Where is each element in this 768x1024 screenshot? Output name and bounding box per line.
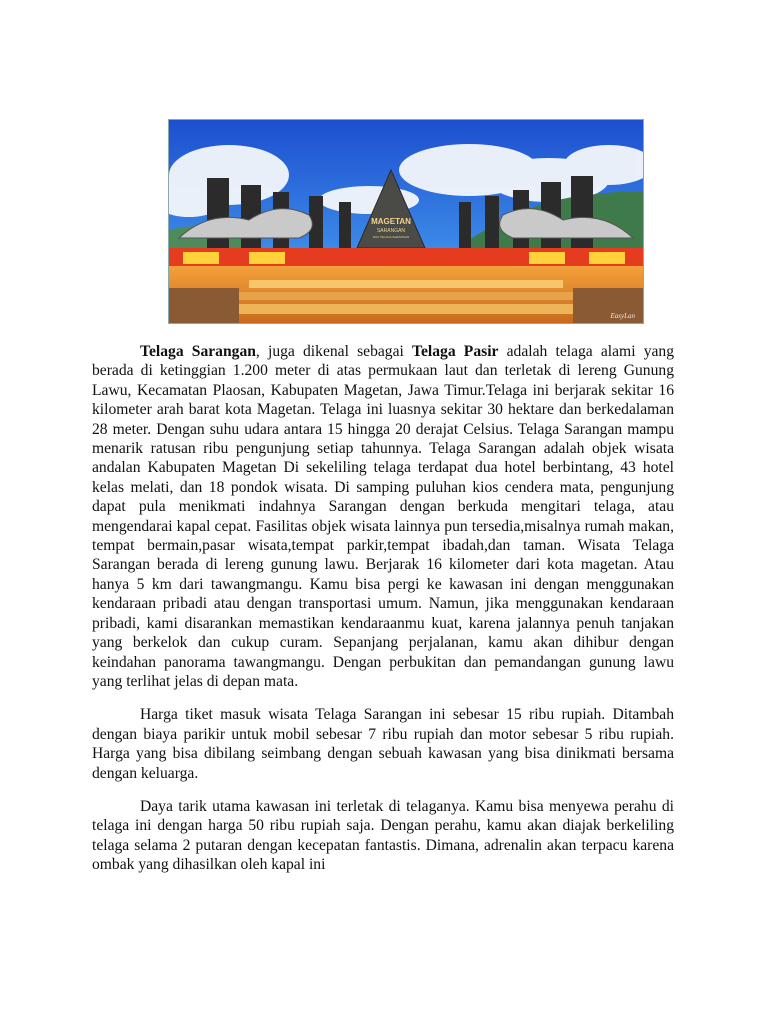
paragraph: Telaga Sarangan, juga dikenal sebagai Telaga Pasir adalah telaga alami yang berada di ketinggian 1.200 meter di atas permukaan laut dan terletak di lereng Gunung Lawu, Kecamatan Plaosan, Kabupaten Magetan, Jawa Timur.Telaga ini berjarak sekitar 16 kilometer arah barat kota Magetan. Telaga ini luasnya sekitar 30 hektare dan berkedalaman 28 meter. Dengan suhu udara antara 15 hingga 20 derajat Celsius. Telaga Sarangan mampu menarik ratusan ribu pengunjung setiap tahunnya. Telaga Sarangan adalah objek wisata andalan Kabupaten Magetan Di sekeliling telaga terdapat dua hotel berbintang, 43 hotel kelas melati, dan 18 pondok wisata. Di samping puluhan kios cendera mata, pengunjung dapat pula menikmati indahnya Sarangan dengan berkuda mengitari telaga, atau mengendarai kapal cepat. Fasilitas objek wisata lainnya pun tersedia,misalnya rumah makan, tempat bermain,pasar wisata,tempat parkir,tempat ibadah,dan taman. Wisata Telaga Sarangan berada di lereng gunung lawu. Berjarak 16 kilometer dari kota magetan. Atau hanya 5 km dari tawangmangu. Kamu bisa pergi ke kawasan ini dengan menggunakan kendaraan pribadi atau dengan transportasi umum. Namun, jika menggunakan kendaraan pribadi, kami disarankan memastikan kendaraanmu kuat, karena jalannya penuh tanjakan yang berkelok dan cukup curam. Sepanjang perjalanan, kamu akan dihibur dengan keindahan panorama tawangmangu. Dengan perbukitan dan pemandangan gunung lawu yang terlihat jelas di depan mata. (92, 343, 675, 690)
bold-term: Telaga Pasir (412, 343, 499, 360)
side-wall (169, 288, 239, 323)
monument-small-text: DAS TELAGA SARANGAN (372, 235, 410, 239)
bold-term: Telaga Sarangan (140, 343, 256, 360)
step (209, 304, 603, 314)
step (249, 280, 563, 288)
telaga-sarangan-photo (168, 119, 644, 324)
monument-title: MAGETAN (371, 217, 411, 226)
base-band (169, 248, 643, 266)
monument-subtitle: SARANGAN (376, 228, 406, 234)
step (229, 292, 583, 300)
paragraph: Harga tiket masuk wisata Telaga Sarangan ini sebesar 15 ribu rupiah. Ditambah dengan biaya parikir untuk mobil sebesar 7 ribu rupiah dan motor sebesar 5 ribu rupiah. Harga yang bisa dibilang seimbang dengan sebuah kawasan yang bisa dinikmati bersama dengan keluarga. (92, 706, 674, 782)
paragraph: Daya tarik utama kawasan ini terletak di telaganya. Kamu bisa menyewa perahu di telaga ini dengan harga 50 ribu rupiah saja. Dengan perahu, kamu akan diajak berkeliling telaga selama 2 putaran dengan kecepatan fantastis. Dimana, adrenalin akan terpacu karena ombak yang dihasilkan oleh kapal ini (92, 797, 674, 874)
photo-watermark: EasyLan (610, 312, 635, 320)
monument-illustration (169, 120, 643, 323)
article-body (92, 342, 674, 889)
